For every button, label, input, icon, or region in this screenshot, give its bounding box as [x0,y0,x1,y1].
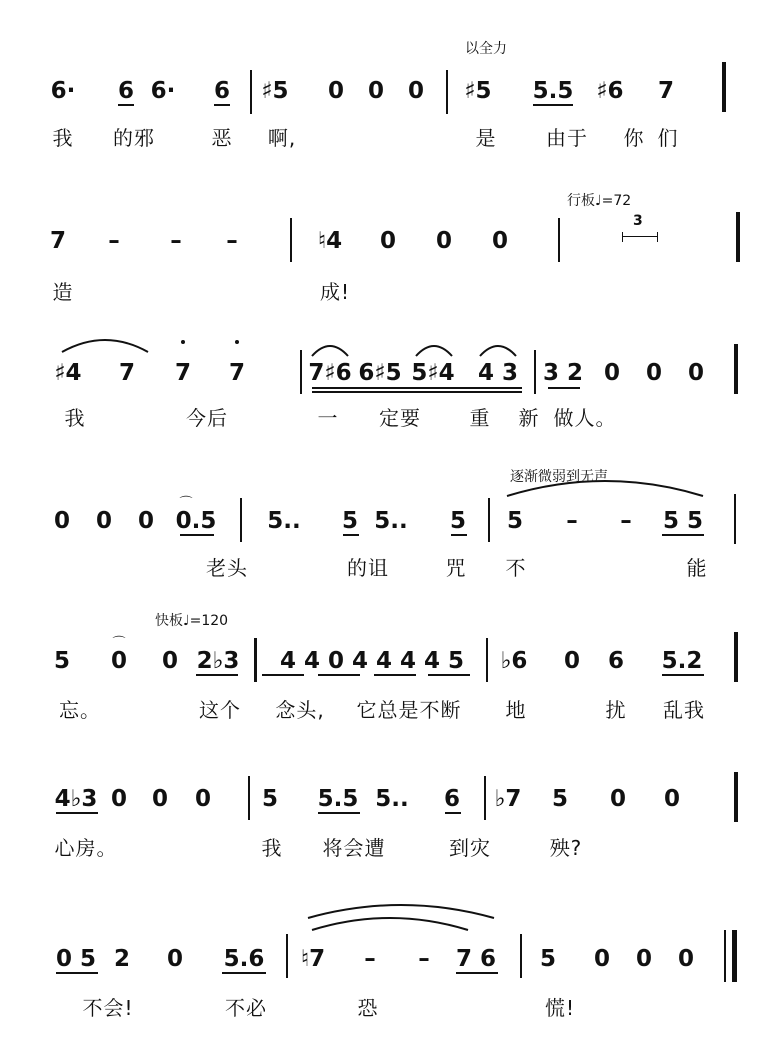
lyric: 殃? [549,836,583,860]
note: ♮4 [317,228,343,254]
slur [505,476,705,498]
underline [662,674,704,676]
note: 0 [603,360,621,386]
note: 3 2 [542,360,584,386]
note: 0 [110,648,128,674]
lyric: 老头 [206,556,248,580]
lyric: 这个 [199,698,241,722]
expression-mark: 以全力 [465,41,507,57]
note: – [226,228,238,254]
note: 4♭3 [54,786,98,812]
note: 6 [213,78,231,104]
barline [250,70,252,114]
barline [558,218,560,262]
barline [446,70,448,114]
note: ♯6 [596,78,624,104]
note: 0 [379,228,397,254]
note: 2 [113,946,131,972]
fermata-icon: ⌒ [179,496,193,511]
underline [196,674,238,676]
note: 2♭3 [196,648,240,674]
tempo-mark: 行板♩=72 [567,193,632,209]
underline [662,534,704,536]
note: 4 3 [477,360,519,386]
lyric: 我 [64,406,86,430]
note: 0 [53,508,71,534]
barline [486,638,488,682]
lyric: 能 [686,556,708,580]
underline [445,812,461,814]
note: ♯5 [464,78,492,104]
lyric: 它总是不断 [356,698,462,722]
barline [734,632,738,682]
underline [312,391,522,393]
note: 0 [407,78,425,104]
note: 7 [49,228,67,254]
bracket-tick [622,232,623,242]
note: 0 5 [55,946,97,972]
underline [456,972,498,974]
bracket-tick [657,232,658,242]
lyric: 重 [469,406,491,430]
slur [414,340,454,358]
lyric: 扰 [605,698,627,722]
final-barline-thin [724,930,726,982]
underline [451,534,467,536]
lyric: 造 [52,280,74,304]
underline [56,972,98,974]
note: 6· [150,78,176,104]
lyric: 心房。 [54,836,118,860]
lyric: 一 [317,406,339,430]
lyric: 们 [657,126,679,150]
slur [478,340,518,358]
note: – [418,946,430,972]
expression-mark: 逐渐微弱到无声 [510,469,608,485]
lyric: 到灾 [449,836,491,860]
lyric: 咒 [445,556,467,580]
lyric: 新 [518,406,540,430]
note: 0 [166,946,184,972]
note: 6 [607,648,625,674]
note: ♯5 [261,78,289,104]
note: – [620,508,632,534]
note: 5.2 [661,648,703,674]
note: 7 [118,360,136,386]
note: 7 6 [455,946,497,972]
tempo-mark: 快板♩=120 [155,613,229,629]
lyric: 忘。 [59,698,101,722]
note: 5.5 [317,786,359,812]
lyric: 是 [475,126,497,150]
underline [318,812,360,814]
note: 6· [50,78,76,104]
note: 5 [341,508,359,534]
note: 7 [228,360,246,386]
note: 0.5 [175,508,217,534]
barline [734,494,736,544]
final-barline-thick [732,930,737,982]
lyric: 恶 [211,126,233,150]
lyric: 的邪 [113,126,155,150]
note: 0 [645,360,663,386]
underline [262,674,304,676]
note: 4 4 0 4 4 4 4 5 [279,648,465,674]
note: 0 [687,360,705,386]
note: – [108,228,120,254]
slur [60,334,150,354]
note: 6 [443,786,461,812]
note: ♭7 [494,786,522,812]
note: 7 [657,78,675,104]
lyric: 念头, [275,698,325,722]
note: 0 [563,648,581,674]
lyric: 我 [52,126,74,150]
note: 7♯6 [308,360,352,386]
note: 0 [327,78,345,104]
note: – [364,946,376,972]
accent-dot [181,340,185,344]
fermata-icon: ⌒ [112,636,126,651]
underline [428,674,470,676]
barline [290,218,292,262]
note: 0 [593,946,611,972]
note: – [170,228,182,254]
note: 5 [551,786,569,812]
note: 5 [449,508,467,534]
barline [722,62,726,112]
note: 5 [261,786,279,812]
underline [180,534,214,536]
note: ♮7 [300,946,326,972]
note: 0 [663,786,681,812]
barline [484,776,486,820]
barline [240,498,242,542]
note: 5.. [375,786,409,812]
note: 7 [174,360,192,386]
slur [310,912,470,932]
lyric: 今后 [186,406,228,430]
lyric: 的诅 [347,556,389,580]
underline [318,674,360,676]
lyric: 地 [505,698,527,722]
lyric: 做人。 [553,406,617,430]
lyric: 恐 [357,996,379,1020]
lyric: 慌! [544,996,576,1020]
note: 0 [151,786,169,812]
note: 5 5 [662,508,704,534]
underline [312,387,522,389]
note: 0 [367,78,385,104]
note: 0 [110,786,128,812]
note: 0 [435,228,453,254]
underline [214,104,230,106]
underline [533,104,573,106]
lyric: 定要 [379,406,421,430]
barline [248,776,250,820]
barline [286,934,288,978]
lyric: 不 [505,556,527,580]
lyric: 不必 [225,996,267,1020]
triplet-mark: 3 [633,213,643,229]
note: 5.. [374,508,408,534]
note: 0 [194,786,212,812]
lyric: 啊, [267,126,297,150]
barline [734,772,738,822]
triplet-bracket [622,236,658,237]
barline [488,498,490,542]
note: 5.. [267,508,301,534]
note: ♭6 [500,648,528,674]
note: 5.5 [532,78,574,104]
barline [736,212,740,262]
underline [222,972,266,974]
note: 5 [539,946,557,972]
underline [374,674,416,676]
note: 0 [677,946,695,972]
underline [343,534,359,536]
note: 5♯4 [411,360,455,386]
note: – [566,508,578,534]
note: 0 [161,648,179,674]
barline [520,934,522,978]
barline [300,350,302,394]
barline [734,344,738,394]
slur [310,340,350,358]
lyric: 你 [623,126,645,150]
note: 0 [491,228,509,254]
barline [534,350,536,394]
note: ♯4 [54,360,82,386]
note: 0 [95,508,113,534]
note: 6♯5 [358,360,402,386]
note: 5 [53,648,71,674]
lyric: 我 [261,836,283,860]
lyric: 将会遭 [322,836,386,860]
barline [254,638,257,682]
lyric: 成! [319,280,351,304]
note: 5 [506,508,524,534]
note: 0 [609,786,627,812]
note: 0 [635,946,653,972]
lyric: 不会! [82,996,134,1020]
note: 6 [117,78,135,104]
underline [548,387,580,389]
note: 5.6 [223,946,265,972]
lyric: 由于 [546,126,588,150]
underline [118,104,134,106]
note: 0 [137,508,155,534]
underline [56,812,98,814]
lyric: 乱我 [663,698,705,722]
accent-dot [235,340,239,344]
